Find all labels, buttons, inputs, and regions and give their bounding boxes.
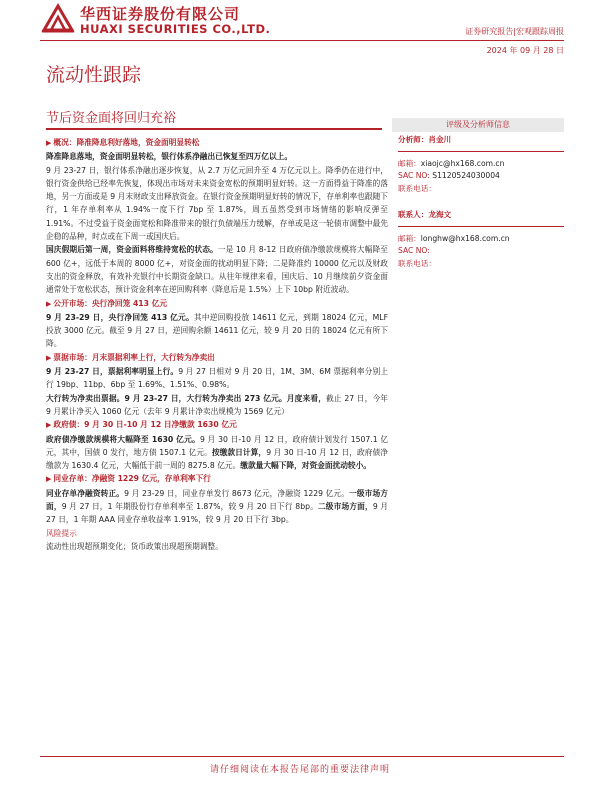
triangle-bullet-icon: ▶ <box>46 421 52 430</box>
analyst-label: 分析师： <box>398 135 429 144</box>
open-market-lead: 9 月 23-29 日，央行净回笼 413 亿元。 <box>46 312 194 322</box>
bill-market-lead: 9 月 23-27 日，票据利率明显上行。 <box>46 367 179 377</box>
report-type: 证券研究报告|宏观跟踪周报 <box>465 27 564 36</box>
contact-email-label: 邮箱： <box>398 233 421 243</box>
bill-market-paragraph-2: 截止 27 日，今年 9 月累计净买入 1060 亿元（去年 9 月累计净卖出规模为 1569 亿元） <box>46 393 388 416</box>
report-date: 2024 年 09 月 28 日 <box>486 46 564 55</box>
analyst-divider <box>398 151 564 152</box>
analyst-email-label: 邮箱： <box>398 158 421 168</box>
bill-market-paragraph-1: 9 月 27 日相对 9 月 20 日，1M、3M、6M 票据利率分别上行 19bp、11bp、6bp 至 1.69%、1.51%、0.98%。 <box>46 367 389 390</box>
section-gov-bond-heading: ▶ 政府债：9 月 30 日-10 月 12 日净缴款 1630 亿元 <box>46 420 237 430</box>
contact-divider <box>398 226 564 227</box>
header-divider <box>40 40 564 41</box>
gov-bond-paragraph-1: 9 月 30 日-10 月 12 日，政府债计划发行 1507.1 亿元，其中，国债 0 发行，地方债 1507.1 亿元。 <box>46 434 389 457</box>
ncd-paragraph-3: 9 月 27 日，1 年期 AAA 同业存单收益率 1.91%，较 9 月 20 日下行 3bp。 <box>46 502 388 525</box>
subtitle-divider <box>46 128 382 130</box>
ncd-paragraph-2: 9 月 27 日，1 年期股份行存单利率至 1.87%，较 9 月 20 日下行 8bp。 <box>61 502 318 512</box>
company-name-en: HUAXI SECURITIES CO.,LTD. <box>80 22 271 36</box>
overview-lead-2: 国庆假期后第一周，资金面料将维持宽松的状态。 <box>46 245 218 255</box>
section-bill-market-heading: ▶ 票据市场：月末票据利率上行，大行转为净卖出 <box>46 352 215 362</box>
legal-notice-footer: 请仔细阅读在本报告尾部的重要法律声明 <box>209 765 390 775</box>
overview-lead: 降准降息落地，资金面明显转松，银行体系净融出已恢复至四万亿以上。 <box>46 152 293 162</box>
gov-bond-lead-3: 缴款量大幅下降，对资金面扰动较小。 <box>240 461 371 471</box>
analyst-name: 肖金川 <box>428 135 452 144</box>
contact-phone-label: 联系电话： <box>398 258 436 268</box>
contact-name: 龙海文 <box>428 210 452 219</box>
contact-email[interactable]: longhw@hx168.com.cn <box>420 233 510 243</box>
company-name-cn: 华西证券股份有限公司 <box>80 5 241 23</box>
report-body <box>46 136 388 553</box>
ncd-lead-3: 二级市场方面， <box>317 502 373 512</box>
section-overview-heading: ▶ 概况：降准降息利好落地，资金面明显转松 <box>46 138 200 147</box>
bill-market-lead-2: 大行转为净卖出票据。9 月 23-27 日，大行转为净卖出 273 亿元。月度来看， <box>46 393 327 403</box>
risk-heading: 风险提示 <box>46 528 77 538</box>
gov-bond-lead-2: 按缴款日计算， <box>211 447 267 457</box>
triangle-bullet-icon: ▶ <box>46 139 52 147</box>
ncd-lead-2: 一级市场方面， <box>46 488 388 512</box>
rating-analyst-box-title: 评级及分析师信息 <box>392 118 564 132</box>
overview-paragraph-1: 9 月 23-27 日，银行体系净融出逐步恢复，从 2.7 万亿元回升至 4 万亿元以上。降季仍在进行中，银行资金供给已经率先恢复，体现出市场对未来资金宽松的预期明显好转。这一方面得益于降准的落地，另一方面或是 9 月末财政支出释放资金。在银行资金预期明显好转的情况下，存单利率也跟随下行，1 年存单利率从 1.94%一度下行 7bp 至 1.87%，周五虽然受到市场情绪的影响反弹至 1.91%。不过受益于资金面宽松和降准带来的银行负债端压力缓解，存单或是这一轮债市调整中最先企稳的品种，时点或在下周一或国庆后。 <box>46 165 388 242</box>
open-market-paragraph: 其中逆回购投放 14611 亿元，到期 18024 亿元，MLF 投放 3000 亿元。截至 9 月 27 日，逆回购余额 14611 亿元，较 9 月 20 日的 18024 亿元有所下降。 <box>46 312 388 349</box>
triangle-bullet-icon: ▶ <box>46 299 52 308</box>
ncd-lead: 同业存单净融资转正。 <box>46 488 125 498</box>
risk-paragraph: 流动性出现超预期变化；货币政策出现超预期调整。 <box>46 541 223 551</box>
huaxi-logo-icon <box>40 2 76 34</box>
page-subtitle: 节后资金面将回归充裕 <box>46 111 177 126</box>
triangle-bullet-icon: ▶ <box>46 353 52 362</box>
analyst-email[interactable]: xiaojc@hx168.com.cn <box>420 158 505 168</box>
gov-bond-paragraph-2: 9 月 30 日-10 月 12 日，政府债净缴款为 1630.4 亿元，大幅低于前一周的 8275.8 亿元。 <box>46 447 388 471</box>
footer-divider <box>40 756 564 757</box>
page-title: 流动性跟踪 <box>46 64 142 86</box>
section-open-market-heading: ▶ 公开市场：央行净回笼 413 亿元 <box>46 298 168 308</box>
ncd-paragraph-1: 9 月 23-29 日，同业存单发行 8673 亿元，净融资 1229 亿元。 <box>124 488 350 498</box>
overview-paragraph-2: 一是 10 月 8-12 日政府债净缴款规模将大幅降至 600 亿+，远低于本周的 8000 亿+，对资金面的扰动明显下降；二是降准约 10000 亿元以及财政支出的资金释放，有效补充银行中长期资金缺口。从往年规律来看，国庆后、10 月继续前夕资金面通常处于宽松状态，预计资金利率在逆回购利率（降息后是 1.5%）上下 10bp 附近波动。 <box>46 245 388 295</box>
contact-sac-label: SAC NO: <box>398 246 430 255</box>
triangle-bullet-icon: ▶ <box>46 475 52 484</box>
analyst-sac: S1120524030004 <box>432 171 500 180</box>
contact-label: 联系人： <box>398 210 429 219</box>
section-ncd-heading: ▶ 同业存单：净融资 1229 亿元，存单利率下行 <box>46 474 211 484</box>
analyst-sac-label: SAC NO: <box>398 171 430 180</box>
analyst-info <box>398 134 564 270</box>
gov-bond-lead: 政府债净缴款规模将大幅降至 1630 亿元。 <box>46 434 200 444</box>
analyst-phone-label: 联系电话： <box>398 183 436 193</box>
